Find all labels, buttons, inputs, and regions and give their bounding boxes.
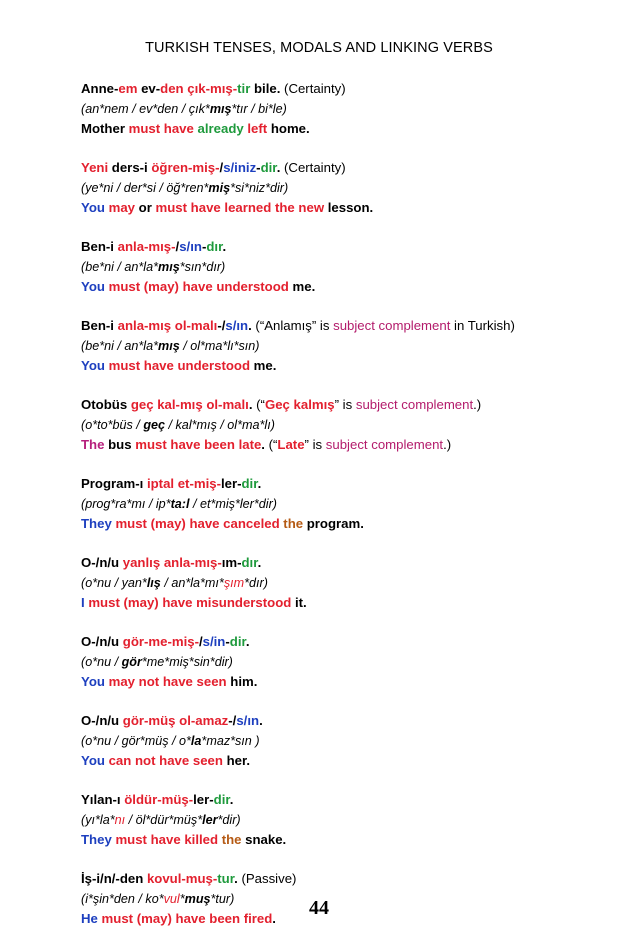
text-segment: me. (250, 358, 277, 373)
text-segment: / ol*ma*lı*sın) (179, 339, 260, 353)
turkish-sentence (81, 632, 611, 652)
example-block (81, 553, 611, 613)
text-segment: (i*şin*den / ko* (81, 892, 164, 906)
text-segment: (an*nem / ev*den / çık* (81, 102, 210, 116)
text-segment: You (81, 358, 109, 373)
text-segment: ler- (193, 792, 214, 807)
text-segment: O-/n/u (81, 713, 123, 728)
example-block (81, 237, 611, 297)
turkish-sentence (81, 474, 611, 494)
text-segment: You (81, 200, 109, 215)
text-segment: vul (163, 892, 180, 906)
text-segment: must have learned the new (155, 200, 325, 215)
text-segment: subject complement (355, 397, 474, 412)
text-segment: me. (288, 279, 316, 294)
page-number: 44 (309, 897, 329, 919)
text-segment: the (221, 832, 242, 847)
text-segment: s/ın (225, 318, 249, 333)
text-segment: Yeni (81, 160, 112, 175)
text-segment: . (257, 476, 262, 491)
text-segment: dir (229, 634, 246, 649)
text-segment: must (may) have misunderstood (88, 595, 292, 610)
text-segment: / et*miş*ler*dir) (189, 497, 277, 511)
text-segment: snake. (241, 832, 287, 847)
text-segment: the (283, 516, 304, 531)
example-block (81, 316, 611, 376)
text-segment: (Passive) (237, 871, 297, 886)
text-segment: *me*miş*sin*dir) (141, 655, 233, 669)
text-segment: You (81, 674, 109, 689)
text-segment: dır (241, 555, 258, 570)
text-segment: (o*nu / (81, 655, 122, 669)
text-segment: The (81, 437, 105, 452)
text-segment: ler (202, 813, 218, 827)
text-segment: subject complement (333, 318, 451, 333)
text-segment: . (261, 437, 265, 452)
english-translation (81, 119, 611, 139)
text-segment: . (257, 555, 262, 570)
text-segment: . (276, 160, 281, 175)
text-segment: You (81, 753, 109, 768)
text-segment: must have (128, 121, 198, 136)
english-translation (81, 277, 611, 297)
text-segment: *dır) (244, 576, 268, 590)
text-segment: Yılan-ı (81, 792, 125, 807)
turkish-sentence (81, 869, 611, 889)
text-segment: tur (217, 871, 235, 886)
text-segment: ders-i (111, 160, 152, 175)
turkish-sentence (81, 790, 611, 810)
turkish-sentence (81, 237, 611, 257)
text-segment: (o*nu / yan* (81, 576, 147, 590)
text-segment: in Turkish) (450, 318, 515, 333)
text-segment: la (190, 734, 202, 748)
text-segment: it. (291, 595, 307, 610)
text-segment: bile (250, 81, 277, 96)
text-segment: kovul-muş- (146, 871, 218, 886)
pronunciation-line (81, 652, 611, 672)
text-segment: They (81, 832, 112, 847)
text-segment: öldür-müş- (124, 792, 194, 807)
text-segment: (ye*ni / der*si / öğ*ren* (81, 181, 209, 195)
text-segment: ev- (137, 81, 161, 96)
text-segment: left (247, 121, 268, 136)
text-segment: *sın*dır) (179, 260, 226, 274)
turkish-sentence (81, 553, 611, 573)
text-segment: geç kal-mış ol-malı (130, 397, 249, 412)
text-segment: (be*ni / an*la* (81, 260, 159, 274)
turkish-sentence (81, 395, 611, 415)
example-block (81, 711, 611, 771)
pronunciation-line (81, 178, 611, 198)
text-segment: may (108, 200, 135, 215)
text-segment: dir (260, 160, 277, 175)
text-segment: or (135, 200, 156, 215)
text-segment: may not have seen (108, 674, 227, 689)
text-segment: -/ (217, 318, 226, 333)
text-segment: lesson. (324, 200, 374, 215)
text-segment: Program-ı (81, 476, 147, 491)
pronunciation-line (81, 415, 611, 435)
text-segment: (“ (264, 437, 278, 452)
text-segment: (yı*la* (81, 813, 115, 827)
text-segment: (be*ni / an*la* (81, 339, 159, 353)
text-segment: anla-mış- (117, 239, 176, 254)
text-segment: Otobüs (81, 397, 131, 412)
text-segment: him. (226, 674, 258, 689)
text-segment: *tır / bi*le) (231, 102, 287, 116)
text-segment: .) (473, 397, 482, 412)
pronunciation-line (81, 573, 611, 593)
text-segment: dir (241, 476, 258, 491)
example-block (81, 158, 611, 218)
pronunciation-line (81, 494, 611, 514)
text-segment: -/ (228, 713, 237, 728)
text-segment: . (229, 792, 234, 807)
text-segment: I (81, 595, 89, 610)
text-segment: / an*la*mı* (160, 576, 224, 590)
text-segment: muş (184, 892, 211, 906)
text-segment: (o*nu / gör*müş / o* (81, 734, 191, 748)
text-segment: must have killed (111, 832, 222, 847)
text-segment: ” is (334, 397, 356, 412)
text-segment: *si*niz*dir) (230, 181, 289, 195)
text-segment: . (276, 81, 281, 96)
text-segment: They (81, 516, 112, 531)
turkish-sentence (81, 711, 611, 731)
text-segment: İş-i/n/-den (81, 871, 147, 886)
text-segment: ” is (304, 437, 326, 452)
text-segment: / (175, 239, 180, 254)
english-translation (81, 435, 611, 455)
english-translation (81, 830, 611, 850)
text-segment: Mother (81, 121, 129, 136)
text-segment: He (81, 911, 102, 926)
text-segment: / öl*dür*müş* (125, 813, 203, 827)
text-segment: tir (237, 81, 251, 96)
text-segment: (Certainty) (280, 81, 346, 96)
text-segment: iptal et-miş- (146, 476, 221, 491)
example-block (81, 395, 611, 455)
text-segment: Ben-i (81, 239, 118, 254)
text-segment: mış (209, 102, 232, 116)
text-segment: O-/n/u (81, 634, 123, 649)
text-segment: mış (158, 339, 180, 353)
text-segment: *maz*sın ) (201, 734, 260, 748)
text-segment: s/ın (236, 713, 260, 728)
text-segment: can not have seen (108, 753, 223, 768)
text-segment: (Certainty) (280, 160, 346, 175)
turkish-sentence (81, 158, 611, 178)
example-block (81, 790, 611, 850)
text-segment: must (may) have understood (108, 279, 289, 294)
text-segment: dir (213, 792, 230, 807)
text-segment: miş (208, 181, 231, 195)
text-segment: Geç kalmış (264, 397, 335, 412)
pronunciation-line (81, 257, 611, 277)
text-segment: s/iniz (223, 160, 257, 175)
page-header: TURKISH TENSES, MODALS AND LINKING VERBS (145, 40, 493, 56)
english-translation (81, 751, 611, 771)
text-segment: . (248, 318, 252, 333)
text-segment: must have been late (135, 437, 262, 452)
text-segment: gör-müş ol-amaz (122, 713, 229, 728)
text-segment: / kal*mış / ol*ma*lı) (165, 418, 275, 432)
english-translation (81, 672, 611, 692)
example-block (81, 632, 611, 692)
text-segment: yanlış anla-mış- (122, 555, 222, 570)
text-segment: s/in (202, 634, 226, 649)
text-segment: den (160, 81, 184, 96)
turkish-sentence (81, 316, 611, 336)
text-segment: program. (303, 516, 364, 531)
text-segment: . (234, 871, 238, 886)
text-segment: already (197, 121, 248, 136)
text-segment: (prog*ra*mı / ip* (81, 497, 171, 511)
text-segment: (“Anlamış” is (251, 318, 334, 333)
english-translation (81, 198, 611, 218)
text-segment: must (may) have been fired (101, 911, 273, 926)
text-segment: *dir) (217, 813, 241, 827)
text-segment: geç (143, 418, 166, 432)
text-segment: - (225, 634, 230, 649)
text-segment: dır (206, 239, 223, 254)
text-segment: (“ (252, 397, 265, 412)
text-segment: Anne- (81, 81, 119, 96)
text-segment: / (219, 160, 224, 175)
text-segment: anla-mış ol-malı (117, 318, 218, 333)
pronunciation-line (81, 810, 611, 830)
text-segment: em (118, 81, 138, 96)
text-segment: * (179, 892, 185, 906)
english-translation (81, 356, 611, 376)
example-block (81, 474, 611, 534)
text-segment: s/ın (179, 239, 202, 254)
text-segment: (o*to*büs / (81, 418, 144, 432)
text-segment: / (198, 634, 203, 649)
text-segment: home. (267, 121, 310, 136)
text-segment: öğren-miş- (151, 160, 220, 175)
text-segment: O-/n/u (81, 555, 123, 570)
text-segment: mış (158, 260, 180, 274)
pronunciation-line (81, 99, 611, 119)
text-segment: nı (114, 813, 126, 827)
text-segment: ler- (220, 476, 242, 491)
text-segment: subject complement (325, 437, 444, 452)
example-block (81, 79, 611, 139)
sentence-list (81, 79, 611, 948)
text-segment: - (256, 160, 261, 175)
turkish-sentence (81, 79, 611, 99)
text-segment: You (81, 279, 109, 294)
text-segment: - (201, 239, 207, 254)
text-segment: her. (222, 753, 251, 768)
english-translation (81, 514, 611, 534)
text-segment: bus (104, 437, 136, 452)
text-segment: . (245, 634, 250, 649)
text-segment: Ben-i (81, 318, 118, 333)
text-segment: . (248, 397, 253, 412)
pronunciation-line (81, 731, 611, 751)
english-translation (81, 593, 611, 613)
text-segment: . (272, 911, 276, 926)
text-segment: must (may) have canceled (111, 516, 284, 531)
text-segment: . (222, 239, 227, 254)
text-segment: çık-mış- (187, 81, 238, 96)
text-segment: ım- (221, 555, 242, 570)
pronunciation-line (81, 336, 611, 356)
text-segment: .) (443, 437, 452, 452)
text-segment: gör-me-miş- (122, 634, 199, 649)
text-segment: gör (121, 655, 142, 669)
text-segment: must have understood (108, 358, 251, 373)
text-segment: . (259, 713, 263, 728)
text-segment: *tur) (210, 892, 235, 906)
text-segment: şım (223, 576, 245, 590)
text-segment: Late (277, 437, 305, 452)
text-segment: lış (146, 576, 161, 590)
text-segment: ta:l (170, 497, 190, 511)
